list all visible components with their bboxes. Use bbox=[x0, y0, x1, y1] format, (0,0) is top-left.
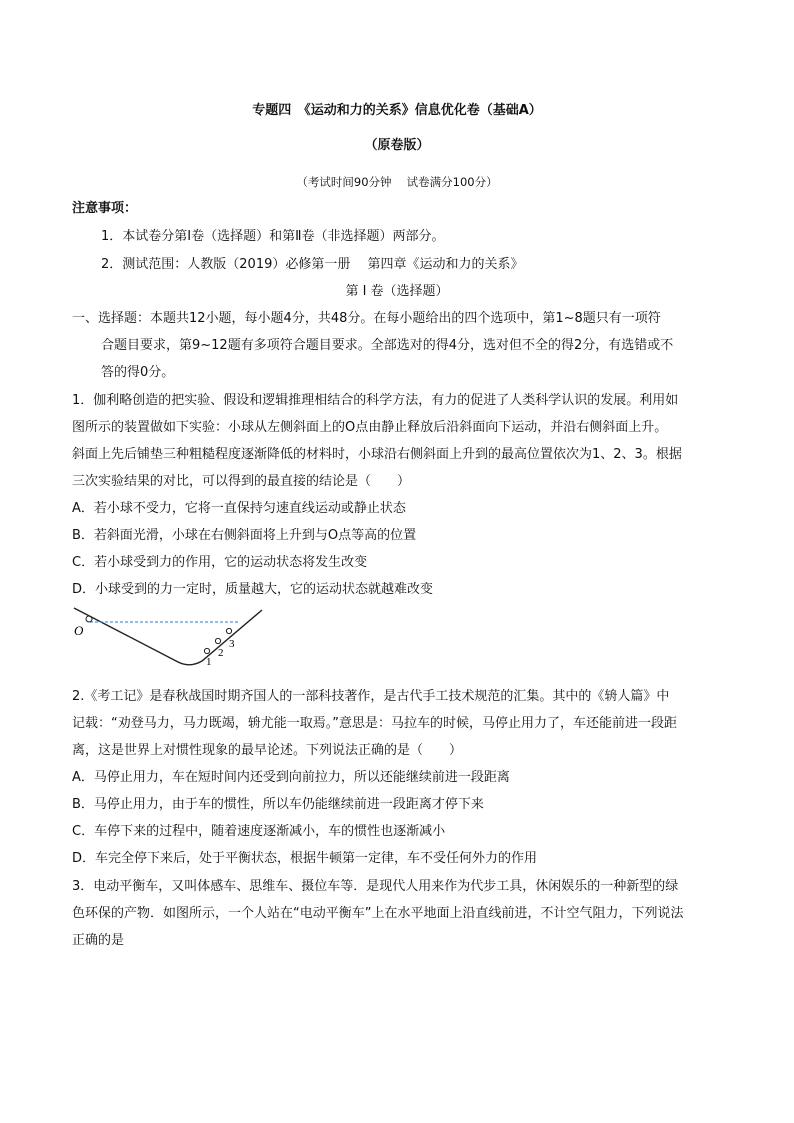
ball-at-o bbox=[86, 616, 92, 622]
question-3-stem: 正确的是 bbox=[72, 933, 125, 948]
question-1-stem: 三次实验结果的对比，可以得到的最直接的结论是（ ） bbox=[72, 474, 411, 489]
question-1-option-c: C．若小球受到力的作用，它的运动状态将发生改变 bbox=[72, 555, 368, 570]
question-2-stem: 记载：“劝登马力，马力既竭，辀尤能一取焉。”意思是：马拉车的时候，马停止用力了，车还能前进一段距 bbox=[72, 716, 677, 731]
question-1-stem: 1．伽利略创造的把实验、假设和逻辑推理相结合的科学方法，有力的促进了人类科学认识的发展。利用如 bbox=[72, 393, 679, 408]
question-2-stem: 2.《考工记》是春秋战国时期齐国人的一部科技著作，是古代手工技术规范的汇集。其中的《辀人篇》中 bbox=[72, 689, 670, 704]
figure-label-o: O bbox=[74, 623, 84, 638]
section-intro-line: 一、选择题：本题共12小题，每小题4分，共48分。在每小题给出的四个选项中，第1~8题只有一项符 bbox=[72, 311, 661, 326]
figure-label-2: 2 bbox=[218, 647, 224, 659]
page-subtitle: （原卷版） bbox=[364, 138, 430, 153]
volume-title: 第 Ⅰ 卷（选择题） bbox=[345, 284, 449, 299]
question-3-stem: 3．电动平衡车，又叫体感车、思维车、摄位车等．是现代人用来作为代步工具，休闲娱乐的一种新型的绿 bbox=[72, 879, 679, 894]
question-2-option-d: D．车完全停下来后，处于平衡状态，根据牛顿第一定律，车不受任何外力的作用 bbox=[72, 851, 538, 866]
page-title: 专题四 《运动和力的关系》信息优化卷（基础A） bbox=[252, 103, 542, 118]
ball-position-3 bbox=[226, 628, 231, 633]
section-intro-line: 答的得0分。 bbox=[101, 365, 175, 380]
exam-info: （考试时间90分钟 试卷满分100分） bbox=[296, 175, 498, 189]
question-2-option-c: C．车停下来的过程中，随着速度逐渐减小，车的惯性也逐渐减小 bbox=[72, 824, 446, 839]
notes-item: 1．本试卷分第Ⅰ卷（选择题）和第Ⅱ卷（非选择题）两部分。 bbox=[101, 229, 445, 244]
incline-figure bbox=[70, 604, 270, 668]
question-1-stem: 图所示的装置做如下实验：小球从左侧斜面上的O点由静止释放后沿斜面向下运动，并沿右侧斜面上升。 bbox=[72, 420, 668, 435]
v-incline-track bbox=[74, 608, 262, 665]
section-intro-line: 合题目要求，第9~12题有多项符合题目要求。全部选对的得4分，选对但不全的得2分，有选错或不 bbox=[101, 338, 674, 353]
question-1-option-b: B．若斜面光滑，小球在右侧斜面将上升到与O点等高的位置 bbox=[72, 528, 417, 543]
notes-heading: 注意事项： bbox=[72, 201, 138, 216]
question-2-stem: 离，这是世界上对惯性现象的最早论述。下列说法正确的是（ ） bbox=[72, 743, 463, 758]
question-2-option-a: A．马停止用力，车在短时间内还受到向前拉力，所以还能继续前进一段距离 bbox=[72, 770, 510, 785]
figure-label-3: 3 bbox=[229, 638, 235, 650]
question-1-option-d: D．小球受到的力一定时，质量越大，它的运动状态就越难改变 bbox=[72, 582, 434, 597]
question-1-option-a: A．若小球不受力，它将一直保持匀速直线运动或静止状态 bbox=[72, 501, 406, 516]
ball-position-2 bbox=[215, 638, 220, 643]
ball-position-1 bbox=[204, 648, 209, 653]
notes-item: 2．测试范围：人教版（2019）必修第一册 第四章《运动和力的关系》 bbox=[101, 257, 524, 272]
question-1-stem: 斜面上先后铺垫三种粗糙程度逐渐降低的材料时，小球沿右侧斜面上升到的最高位置依次为1、2、3。根据 bbox=[72, 447, 682, 462]
question-3-stem: 色环保的产物．如图所示，一个人站在“电动平衡车”上在水平地面上沿直线前进，不计空气阻力，下列说法 bbox=[72, 906, 684, 921]
figure-label-1: 1 bbox=[206, 656, 212, 668]
question-2-option-b: B．马停止用力，由于车的惯性，所以车仍能继续前进一段距离才停下来 bbox=[72, 797, 484, 812]
